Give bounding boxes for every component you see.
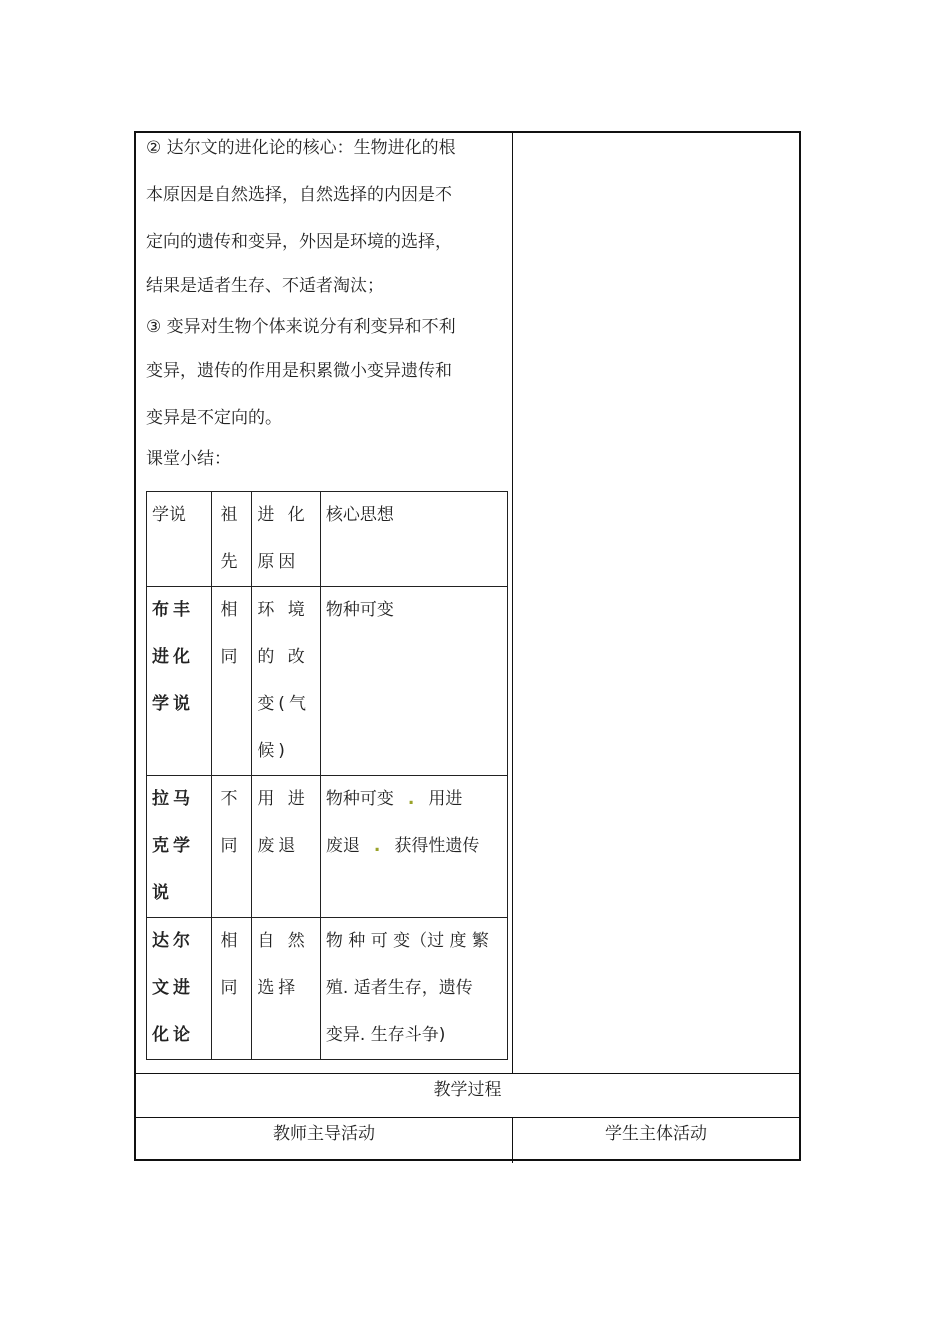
note-line: ③ 变异对生物个体来说分有利变异和不利 bbox=[146, 317, 456, 337]
note-line: 变异是不定向的。 bbox=[146, 408, 282, 428]
column-divider bbox=[512, 133, 513, 1073]
table-header-row bbox=[147, 492, 508, 587]
notes-column bbox=[146, 133, 506, 1045]
ancestor-cell: 相 同 bbox=[212, 918, 252, 1060]
theory-cell: 拉马 克学 说 bbox=[147, 776, 212, 918]
lesson-table bbox=[134, 131, 801, 1161]
summary-label: 课堂小结： bbox=[146, 449, 231, 469]
header-idea: 核心思想 bbox=[320, 492, 507, 587]
note-line: 结果是适者生存、不适者淘汰； bbox=[146, 276, 384, 296]
idea-cell: 物种可变 bbox=[320, 587, 507, 776]
cause-cell: 自 然 选择 bbox=[252, 918, 321, 1060]
student-header: 学生主体活动 bbox=[605, 1124, 707, 1144]
note-line: 本原因是自然选择，自然选择的内因是不 bbox=[146, 185, 452, 205]
ancestor-cell: 不 同 bbox=[212, 776, 252, 918]
note-line: 定向的遗传和变异，外因是环境的选择， bbox=[146, 232, 452, 252]
dot-mark: . bbox=[407, 789, 415, 809]
cause-cell: 环 境 的 改 变(气 候) bbox=[252, 587, 321, 776]
idea-cell: 物 种 可 变（过 度 繁 殖. 适者生存，遗传 变异. 生存斗争) bbox=[320, 918, 507, 1060]
note-line: ② 达尔文的进化论的核心：生物进化的根 bbox=[146, 138, 456, 158]
header-ancestor: 祖 先 bbox=[212, 492, 252, 587]
divider bbox=[136, 1073, 799, 1074]
ancestor-cell: 相 同 bbox=[212, 587, 252, 776]
process-title: 教学过程 bbox=[433, 1080, 502, 1100]
summary-table bbox=[146, 491, 508, 1060]
teacher-header: 教师主导活动 bbox=[273, 1124, 375, 1144]
table-row bbox=[147, 587, 508, 776]
table-row bbox=[147, 776, 508, 918]
header-cause: 进 化 原因 bbox=[252, 492, 321, 587]
dot-mark: . bbox=[373, 836, 381, 856]
theory-cell: 布丰 进化 学说 bbox=[147, 587, 212, 776]
note-line: 变异，遗传的作用是积累微小变异遗传和 bbox=[146, 361, 452, 381]
theory-cell: 达尔 文进 化论 bbox=[147, 918, 212, 1060]
cause-cell: 用 进 废退 bbox=[252, 776, 321, 918]
table-row bbox=[147, 918, 508, 1060]
divider bbox=[136, 1117, 799, 1118]
idea-cell: 物种可变 . 用进 废退 . 获得性遗传 bbox=[320, 776, 507, 918]
header-theory: 学说 bbox=[147, 492, 212, 587]
